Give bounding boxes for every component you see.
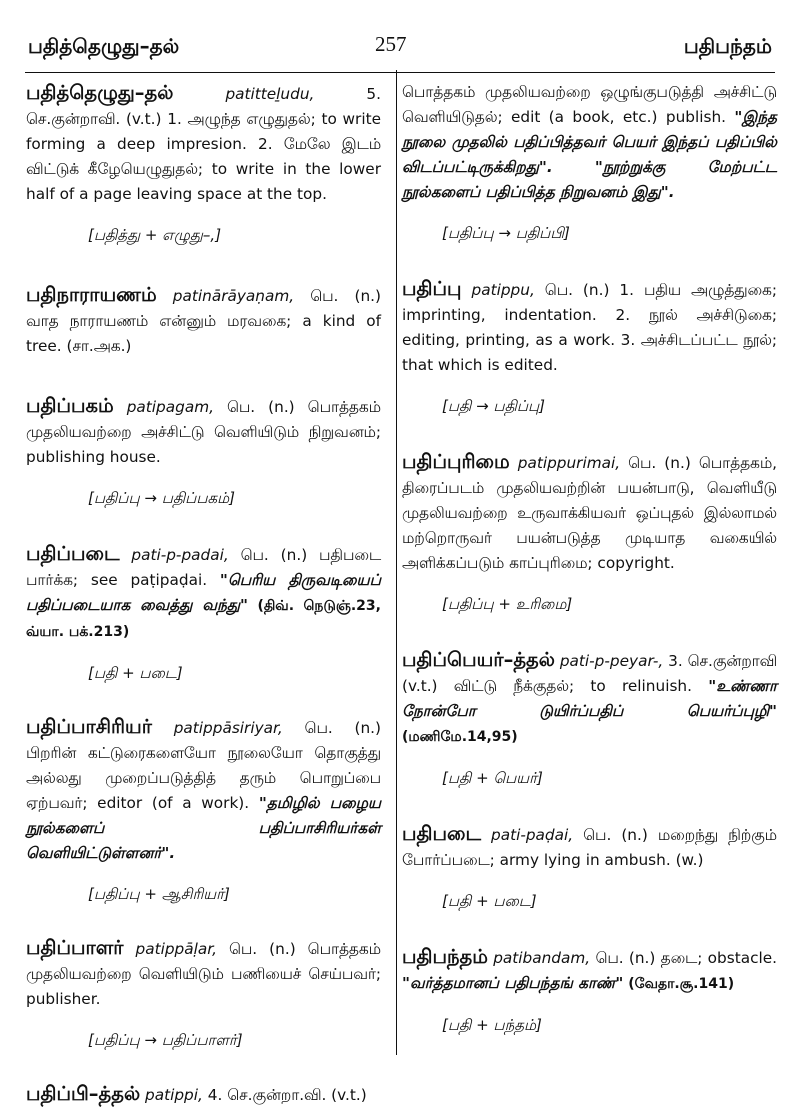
dictionary-entry [402,821,777,873]
dictionary-entry [402,449,777,576]
definition: 3. செ.குன்றாவி (v.t.) விட்டு நீக்குதல்; to relinuish. [402,652,777,695]
etymology: [பதி + பெயர்] [442,769,543,787]
source-citation: (வேதா.சூ.141) [628,976,735,992]
dictionary-entry [402,647,777,750]
headword: பதிப்பாளர் [26,936,124,959]
definition: பெ. (n.) பிறரின் கட்டுரைகளையோ நூலையோ தொகுத்து அல்லது முறைப்படுத்தித் தரும் பொறுப்பை ஏற்பவர்; editor (of a work). [26,719,381,812]
dictionary-entry-continued [402,80,777,205]
left-column [26,80,381,1108]
definition: பெ. (n.) தடை; obstacle. [595,949,777,967]
headword: பதிப்புரிமை [402,450,510,473]
column-divider [396,70,397,1055]
quotation: "உண்ணா நோன்போ டுயிர்ப்பதிப் பெயர்ப்புழி" [402,677,777,720]
transliteration: patinārāyaṇam, [172,287,295,305]
dictionary-entry [26,1081,381,1108]
etymology: [பதிப்பு + ஆசிரியர்] [88,885,230,903]
headword: பதிப்பகம் [26,394,114,417]
transliteration: patippi, [145,1086,203,1104]
definition: பெ. (n.) மறைந்து நிற்கும் போர்ப்படை; army lying in ambush. (w.) [402,826,777,869]
dictionary-entry [26,80,381,207]
source-citation: (திவ். நெடுஞ்.23, வ்யா. பக்.213) [26,598,381,640]
source-citation: (மணிமே.14,95) [402,729,518,745]
definition: பெ. (n.) 1. பதிய அழுத்துகை; imprinting, indentation. 2. நூல் அச்சிடுகை; editing, printing, as a work. 3. அச்சிடப்பட்ட நூல்; that which is edited. [402,281,777,374]
headword: பதிப்பி–த்தல் [26,1082,141,1105]
right-column [402,80,777,1038]
etymology: [பதிப்பு → பதிப்பகம்] [88,489,236,507]
dictionary-entry [26,282,381,359]
transliteration: pati-paḍai, [491,826,574,844]
headword: பதித்தெழுது–தல் [26,81,174,104]
transliteration: patippu, [471,281,535,299]
definition: பெ. (n.) பொத்தகம் முதலியவற்றை வெளியிடும் பணியைச் செய்பவர்; publisher. [26,940,381,1008]
transliteration: patippāsiriyar, [173,719,283,737]
definition: பெ. (n.) பதிபடை பார்க்க; see paṭipaḍai. [26,546,381,589]
headword: பதிப்பெயர்–த்தல் [402,648,555,671]
transliteration: pati-p-padai, [131,546,229,564]
quotation: "தமிழில் பழைய நூல்களைப் பதிப்பாசிரியர்கள் வெளியிட்டுள்ளனர்". [26,794,381,862]
headword: பதிப்பாசிரியர் [26,715,152,738]
etymology: [பதிப்பு → பதிப்பி] [442,224,570,242]
transliteration: pati-p-peyar-, [559,652,664,670]
headword: பதிநாராயணம் [26,283,157,306]
etymology: [பதிப்பு + உரிமை] [442,595,573,613]
dictionary-entry [26,935,381,1012]
dictionary-entry [26,393,381,470]
etymology: [பதி → பதிப்பு] [442,397,546,415]
guide-word-right: பதிபந்தம் [683,34,772,58]
transliteration: patibandam, [493,949,591,967]
guide-word-left: பதித்தெழுது–தல் [28,34,180,58]
etymology: [பதி + படை] [442,892,537,910]
headword: பதிபடை [402,822,481,845]
page-number: 257 [375,32,407,56]
definition: பெ. (n.) வாத நாராயணம் என்னும் மரவகை; a kind of tree. (சா.அக.) [26,287,381,355]
definition: 5. செ.குன்றாவி. (v.t.) 1. அழுந்த எழுதுதல்; to write forming a deep impresion. 2. மேலே இடம் விட்டுக் கீழேயெழுதுதல்; to write in the lower half of a page leaving space at the top. [26,85,381,203]
running-header [0,26,800,66]
headword: பதிப்படை [26,542,120,565]
headword: பதிபந்தம் [402,945,488,968]
dictionary-entry [26,714,381,866]
definition: 4. செ.குன்றா.வி. (v.t.) [207,1086,367,1104]
dictionary-entry [402,944,777,997]
transliteration: patippurimai, [517,454,621,472]
transliteration: patippāḷar, [135,940,217,958]
definition: பொத்தகம் முதலியவற்றை ஒழுங்குபடுத்தி அச்சிட்டு வெளியிடுதல்; edit (a book, etc.) publish. [402,83,777,126]
etymology: [பதித்து + எழுது–,] [88,226,222,244]
dictionary-entry [26,541,381,645]
definition: பெ. (n.) பொத்தகம், திரைப்படம் முதலியவற்றின் பயன்பாடு, வெளியீடு முதலியவற்றை உருவாக்கியவர் ஒப்புதல் இல்லாமல் மற்றொருவர் பயன்படுத்த முடியாத வகையில் அளிக்கப்படும் காப்புரிமை; copyright. [402,454,777,572]
headword: பதிப்பு [402,277,462,300]
transliteration: patipagam, [126,398,214,416]
etymology: [பதி + பந்தம்] [442,1016,542,1034]
quotation: "இந்த நூலை முதலில் பதிப்பித்தவர் பெயர் இந்தப் பதிப்பில் விடப்பட்டிருக்கிறது". "நூற்றுக்கு மேற்பட்ட நூல்களைப் பதிப்பித்த நிறுவனம் இது". [402,108,777,201]
etymology: [பதி + படை] [88,664,183,682]
transliteration: patitteḻudu, [225,85,315,103]
quotation: "வர்த்தமானப் பதிபந்தங் காண்" [402,974,624,992]
quotation: "பெரிய திருவடியைப் பதிப்படையாக வைத்து வந்து" [26,571,381,614]
dictionary-entry [402,276,777,378]
etymology: [பதிப்பு → பதிப்பாளர்] [88,1031,243,1049]
definition: பெ. (n.) பொத்தகம் முதலியவற்றை அச்சிட்டு வெளியிடும் நிறுவனம்; publishing house. [26,398,381,466]
header-rule [25,72,775,73]
